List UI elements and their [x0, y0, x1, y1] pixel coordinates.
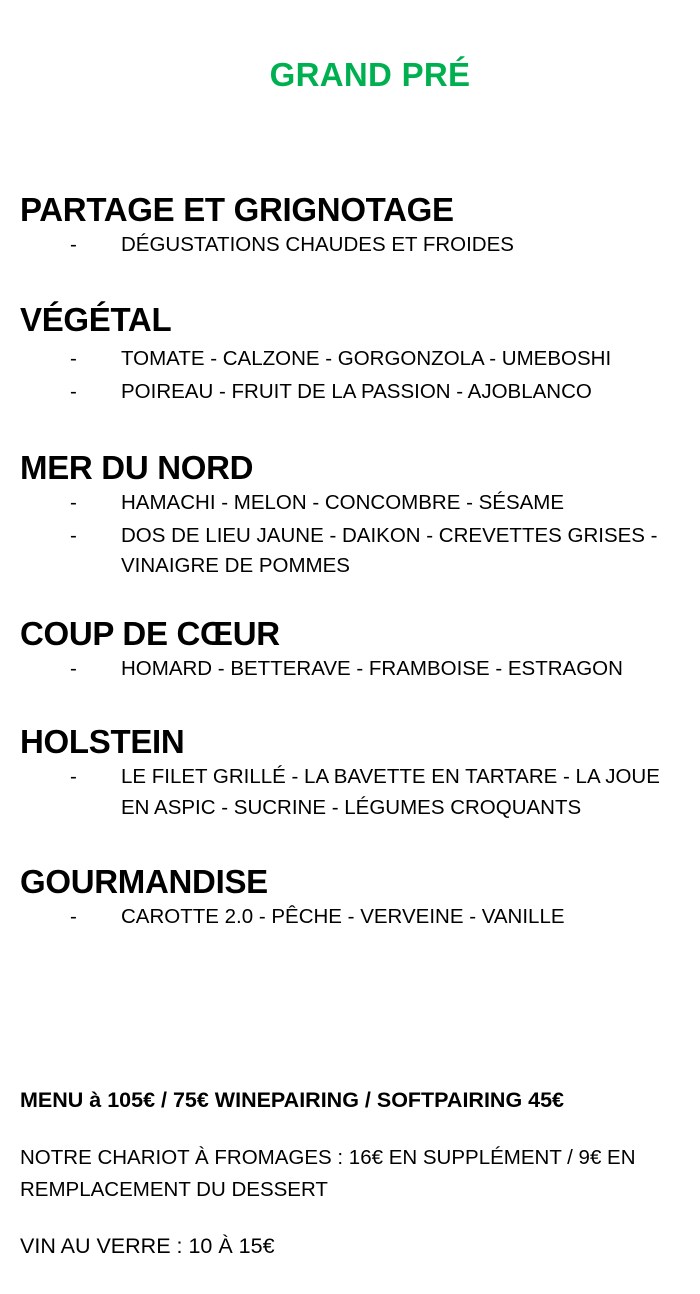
menu-item-text: LE FILET GRILLÉ - LA BAVETTE EN TARTARE - LA JOUE EN ASPIC - SUCRINE - LÉGUMES CROQUANTS [121, 765, 660, 819]
menu-item [20, 344, 692, 375]
menu-price-line: MENU à 105€ / 75€ WINEPAIRING / SOFTPAIRING 45€ [20, 1088, 565, 1112]
menu-item [20, 488, 692, 519]
section-heading: MER DU NORD [20, 449, 254, 486]
menu-item-text: CAROTTE 2.0 - PÊCHE - VERVEINE - VANILLE [121, 905, 565, 928]
section-items [20, 762, 692, 823]
section-items [20, 902, 692, 933]
section-heading: GOURMANDISE [20, 863, 268, 900]
menu-item-text: DOS DE LIEU JAUNE - DAIKON - CREVETTES GRISES - VINAIGRE DE POMMES [121, 523, 658, 577]
bullet-dash: - [70, 523, 77, 547]
menu-item [20, 521, 692, 582]
bullet-dash: - [70, 905, 77, 928]
menu-item [20, 902, 692, 933]
bullet-dash: - [70, 233, 77, 256]
bullet-dash: - [70, 379, 77, 403]
section-items [20, 230, 692, 261]
section-heading: COUP DE CŒUR [20, 615, 280, 652]
section-heading: PARTAGE ET GRIGNOTAGE [20, 191, 454, 228]
section-partage [20, 190, 692, 261]
section-heading: VÉGÉTAL [20, 301, 172, 338]
menu-item [20, 654, 692, 685]
section-items [20, 488, 692, 582]
section-items [20, 654, 692, 685]
menu-item [20, 762, 692, 823]
menu-item-text: DÉGUSTATIONS CHAUDES ET FROIDES [121, 233, 514, 256]
section-items [20, 344, 692, 407]
wine-by-glass-note: VIN AU VERRE : 10 À 15€ [20, 1234, 275, 1258]
section-vegetal [20, 300, 692, 407]
menu-item [20, 377, 692, 408]
menu-item-text: POIREAU - FRUIT DE LA PASSION - AJOBLANCO [121, 379, 592, 403]
bullet-dash: - [70, 765, 77, 788]
menu-item [20, 230, 692, 261]
bullet-dash: - [70, 347, 77, 370]
menu-item-text: HAMACHI - MELON - CONCOMBRE - SÉSAME [121, 491, 565, 514]
section-coup-de-coeur [20, 614, 692, 685]
menu-item-text: HOMARD - BETTERAVE - FRAMBOISE - ESTRAGON [121, 657, 623, 680]
bullet-dash: - [70, 657, 77, 680]
section-holstein [20, 722, 692, 823]
section-gourmandise [20, 862, 692, 933]
bullet-dash: - [70, 491, 77, 514]
section-heading: HOLSTEIN [20, 723, 185, 760]
cheese-trolley-note: NOTRE CHARIOT À FROMAGES : 16€ EN SUPPLÉMENT / 9€ EN REMPLACEMENT DU DESSERT [20, 1146, 636, 1201]
page-title: GRAND PRÉ [269, 56, 471, 93]
menu-item-text: TOMATE - CALZONE - GORGONZOLA - UMEBOSHI [121, 347, 612, 370]
section-mer-du-nord [20, 448, 692, 582]
